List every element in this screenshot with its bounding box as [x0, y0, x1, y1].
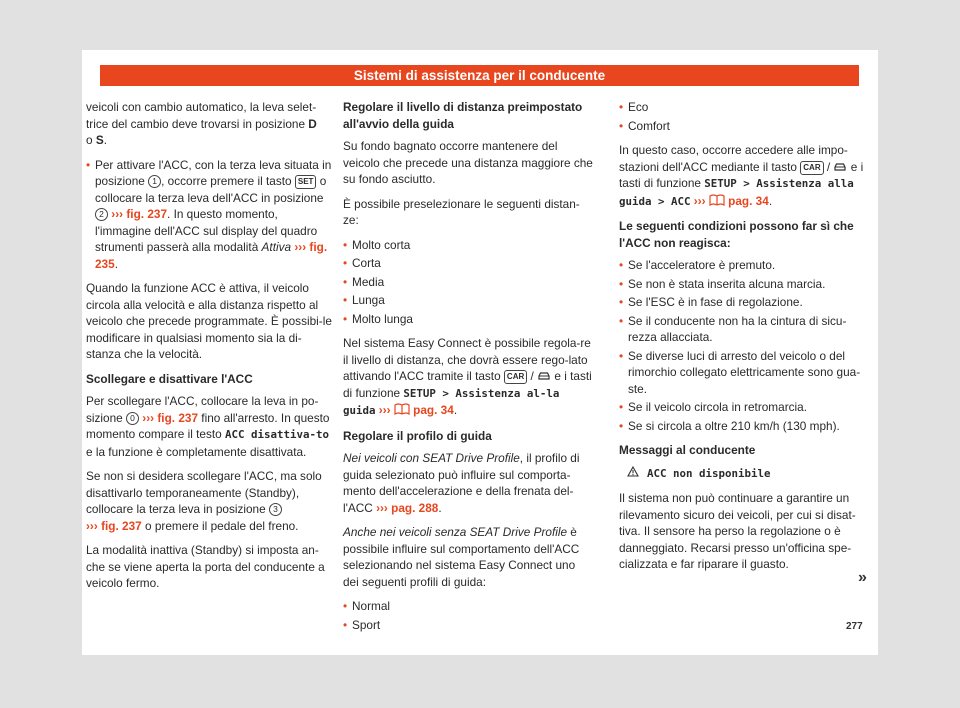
- bullet-icon: •: [86, 157, 91, 172]
- position-number: 1: [148, 175, 161, 188]
- profile-list: [343, 598, 593, 633]
- list-item: • Se si circola a oltre 210 km/h (130 mph).: [619, 418, 840, 433]
- list-item: • Se l'acceleratore è premuto.: [619, 258, 776, 272]
- paragraph: Su fondo bagnato occorre mantenere del veicolo che precede una distanza maggiore che su fondo asciutto.: [343, 139, 593, 186]
- paragraph: Nei veicoli con SEAT Drive Profile, il profilo di guida selezionato può influire sul comporta-mento dell'accelerazione e della frenata del-l'ACC ››› pag. 288.: [343, 451, 580, 515]
- page-link[interactable]: pag. 34: [728, 193, 769, 208]
- list-item: • Normal: [343, 599, 391, 613]
- figure-link[interactable]: fig. 235: [95, 240, 328, 271]
- menu-path: SETUP > Assistenza alla guida > ACC: [619, 177, 854, 208]
- list-item: • Se l'ESC è in fase di regolazione.: [619, 295, 803, 309]
- paragraph: Quando la funzione ACC è attiva, il veicolo circola alla velocità e alla distanza rispetto al veicolo che precede programmate. È possibi-le modificare in qualsiasi momento sia la di-stanza che la velocità.: [86, 281, 332, 361]
- car-key-icon: CAR: [800, 161, 823, 175]
- paragraph: La modalità inattiva (Standby) si imposta an-che se viene aperta la porta del conducente a veicolo fermo.: [86, 543, 325, 590]
- conditions-list: [619, 257, 869, 434]
- paragraph: Anche nei veicoli senza SEAT Drive Profile è possibile influire sul comportamento dell'ACC selezionando nel sistema Easy Connect uno dei seguenti profili di guida:: [343, 525, 580, 589]
- list-item: • Se non è stata inserita alcuna marcia.: [619, 276, 826, 291]
- car-key-icon: CAR: [504, 370, 527, 384]
- car-icon: [537, 371, 551, 381]
- driver-message: [619, 465, 869, 483]
- display-message: ACC non disponibile: [647, 466, 771, 480]
- paragraph: Per scollegare l'ACC, collocare la leva in po-sizione 0 ››› fig. 237 fino all'arresto. In questo momento compare il testo ACC disattiva-to e la funzione è completamente disattivata.: [86, 394, 330, 459]
- figure-link[interactable]: fig. 237: [101, 518, 142, 533]
- paragraph: Se non si desidera scollegare l'ACC, ma solo disattivarlo temporaneamente (Standby), collocare la terza leva in posizione 3 ››› fig. 237 o premere il pedale del freno.: [86, 469, 322, 533]
- distance-list: [343, 237, 593, 328]
- column-3: [619, 99, 869, 581]
- continue-icon: »: [858, 569, 867, 586]
- paragraph: veicoli con cambio automatico, la leva selet-trice del cambio deve trovarsi in posizione D o S.: [86, 100, 317, 147]
- list-item: • Molto lunga: [343, 311, 413, 326]
- set-key-icon: SET: [295, 175, 317, 189]
- list-item: • Lunga: [343, 293, 385, 307]
- menu-path: SETUP > Assistenza al-la guida: [343, 386, 560, 417]
- book-icon: [394, 403, 410, 415]
- list-item: • Media: [343, 274, 385, 289]
- list-item: • Molto corta: [343, 237, 411, 252]
- paragraph: Nel sistema Easy Connect è possibile regola-re il livello di distanza, che dovrà essere rego-lato attivando l'ACC tramite il tasto CAR / e i tasti di funzione SETUP > Assistenza al-la guida ››› pag. 34.: [343, 336, 592, 417]
- position-number: 3: [269, 503, 282, 516]
- paragraph: È possibile preselezionare le seguenti distan-ze:: [343, 196, 580, 227]
- column-1: [86, 99, 336, 600]
- list-item: • Se il veicolo circola in retromarcia.: [619, 400, 807, 414]
- paragraph: Il sistema non può continuare a garantire un rilevamento sicuro dei veicoli, per cui si disat-tiva. Il sensore ha perso la regolazione o è danneggiato. Recarsi presso un'officina spe-cializzata e far riparare il guasto.: [619, 491, 856, 571]
- heading: Messaggi al conducente: [619, 443, 756, 457]
- list-item: • Comfort: [619, 118, 670, 133]
- position-number: 2: [95, 208, 108, 221]
- heading: Scollegare e disattivare l'ACC: [86, 371, 253, 386]
- bullet-list: [86, 157, 336, 273]
- list-item: • Sport: [343, 617, 381, 632]
- manual-page: [82, 50, 878, 655]
- section-header: Sistemi di assistenza per il conducente: [100, 65, 859, 86]
- position-number: 0: [126, 412, 139, 425]
- page-link[interactable]: pag. 288: [391, 500, 439, 515]
- list-item: • Per attivare l'ACC, con la terza leva situata in posizione 1 , occorre premere il tasto SET o collocare la terza leva dell'ACC in posizione 2 ››› fig. 237. In questo momento, l'immagine dell'ACC sul display del quadro strumenti passerà alla modalità Attiva ››› fig. 235.: [86, 157, 332, 271]
- list-item: • Eco: [619, 100, 649, 114]
- list-item: • Corta: [343, 256, 381, 270]
- profile-list: [619, 99, 869, 134]
- paragraph: In questo caso, occorre accedere alle impo-stazioni dell'ACC mediante il tasto CAR / e i tasti di funzione SETUP > Assistenza alla guida > ACC ››› pag. 34.: [619, 143, 864, 208]
- heading: Regolare il livello di distanza preimpostato all'avvio della guida: [343, 100, 583, 131]
- figure-link[interactable]: fig. 237: [157, 410, 199, 425]
- car-icon: [833, 162, 847, 172]
- warning-icon: [627, 466, 639, 478]
- display-message: ACC disattiva-to: [225, 428, 330, 441]
- list-item: • Se diverse luci di arresto del veicolo o del rimorchio collegato elettricamente sono gua-ste.: [619, 348, 861, 396]
- book-icon: [709, 194, 725, 206]
- figure-link[interactable]: fig. 237: [126, 207, 168, 221]
- heading: Le seguenti condizioni possono far sì che l'ACC non reagisca:: [619, 219, 854, 250]
- heading: Regolare il profilo di guida: [343, 428, 492, 443]
- page-link[interactable]: pag. 34: [413, 403, 454, 417]
- column-2: [343, 99, 593, 641]
- page-number: 277: [846, 621, 863, 632]
- list-item: • Se il conducente non ha la cintura di sicu-rezza allacciata.: [619, 313, 847, 344]
